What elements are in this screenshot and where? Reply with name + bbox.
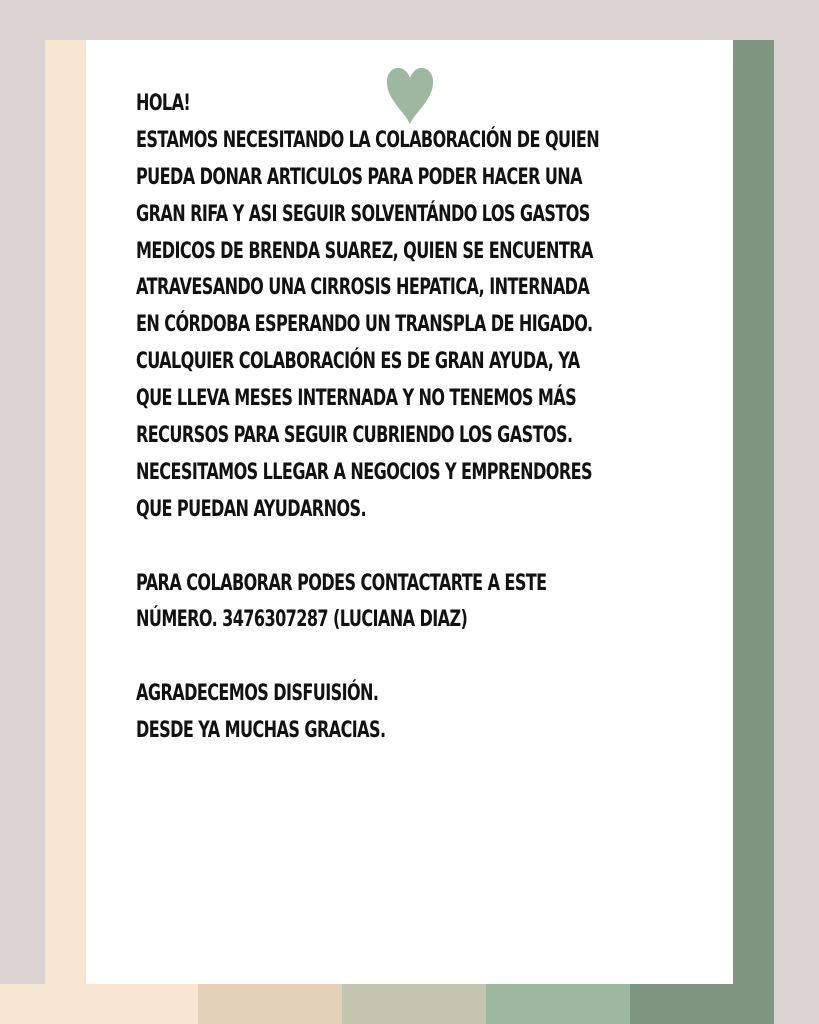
message-line: QUE LLEVA MESES INTERNADA Y NO TENEMOS MÁS <box>136 386 577 412</box>
message-line: ESTAMOS NECESITANDO LA COLABORACIÓN DE QUIEN <box>136 127 600 153</box>
bottom-band-segment <box>198 984 342 1024</box>
blank-line <box>136 639 545 676</box>
message-line: RECURSOS PARA SEGUIR CUBRIENDO LOS GASTOS. <box>136 423 573 449</box>
message-line: HOLA! <box>136 91 191 116</box>
message-line: AGRADECEMOS DISFUISIÓN. <box>136 681 379 707</box>
message-line: EN CÓRDOBA ESPERANDO UN TRANSPLA DE HIGADO. <box>136 312 593 338</box>
message-line: QUE PUEDAN AYUDARNOS. <box>136 496 367 522</box>
blank-line <box>136 529 545 566</box>
bottom-band-segment <box>774 984 819 1024</box>
message-text <box>136 86 600 750</box>
message-line: ATRAVESANDO UNA CIRROSIS HEPATICA, INTERNADA <box>136 275 590 301</box>
bottom-band-segment <box>630 984 774 1024</box>
bottom-band-segment <box>486 984 630 1024</box>
bottom-band-segment <box>0 984 198 1024</box>
message-line: PUEDA DONAR ARTICULOS PARA PODER HACER UNA <box>136 164 583 190</box>
message-line: DESDE YA MUCHAS GRACIAS. <box>136 718 386 744</box>
message-line: PARA COLABORAR PODES CONTACTARTE A ESTE <box>136 570 547 596</box>
message-line: NÚMERO. 3476307287 (LUCIANA DIAZ) <box>136 607 468 633</box>
bottom-band-segment <box>342 984 486 1024</box>
bottom-color-band <box>0 984 819 1024</box>
message-line: GRAN RIFA Y ASI SEGUIR SOLVENTÁNDO LOS GASTOS <box>136 201 590 227</box>
message-line: CUALQUIER COLABORACIÓN ES DE GRAN AYUDA, YA <box>136 349 580 375</box>
right-color-stripe <box>733 40 774 984</box>
message-line: NECESITAMOS LLEGAR A NEGOCIOS Y EMPRENDORES <box>136 459 592 485</box>
message-line: MEDICOS DE BRENDA SUAREZ, QUIEN SE ENCUENTRA <box>136 238 593 264</box>
